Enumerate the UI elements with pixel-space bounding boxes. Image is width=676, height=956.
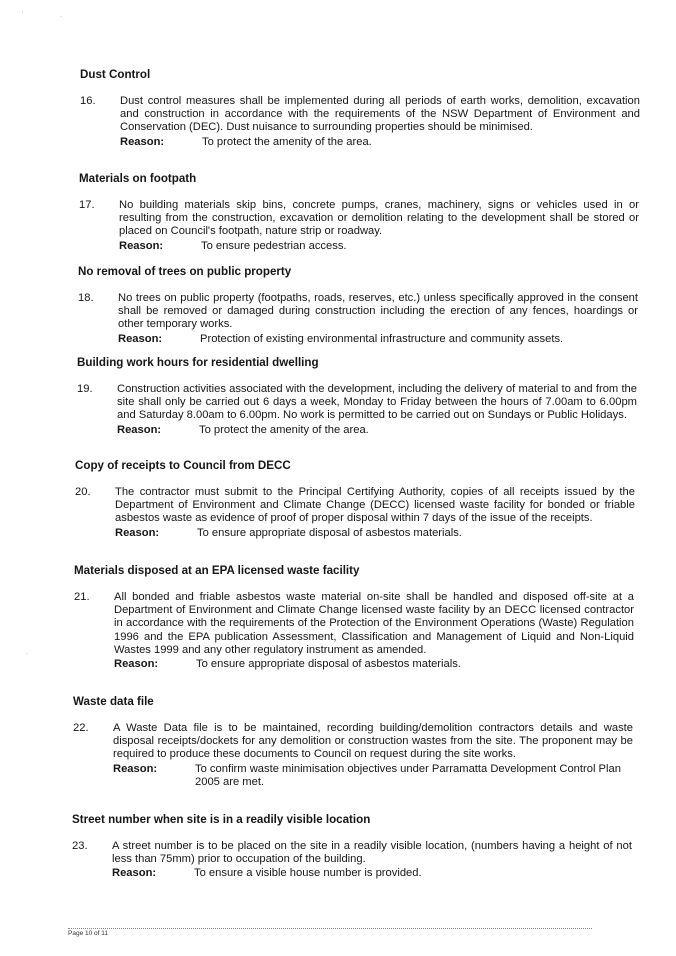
reason-text: To ensure appropriate disposal of asbestos materials.	[197, 526, 462, 539]
reason-text: To protect the amenity of the area.	[199, 423, 369, 436]
condition-number: 20.	[75, 486, 91, 498]
section-heading: No removal of trees on public property	[78, 265, 292, 278]
condition-section	[73, 695, 633, 789]
reason-label: Reason:	[115, 526, 160, 539]
condition-section	[80, 68, 640, 149]
section-heading: Materials on footpath	[79, 172, 197, 185]
condition-text: The contractor must submit to the Principal Certifying Authority, copies of all receipts issued by the Department of Environment and Climate Change (DECC) licensed waste facility for bonded or friable asbestos waste as evidence of proof of proper disposal within 7 days of the issue of the receipts.	[115, 486, 635, 525]
condition-number: 17.	[79, 199, 95, 211]
condition-number: 18.	[78, 292, 94, 304]
reason-label: Reason:	[120, 135, 165, 148]
reason-row	[113, 763, 633, 789]
condition-item	[72, 840, 632, 881]
reason-row	[118, 333, 638, 346]
scan-mark: .	[60, 13, 62, 19]
footer-divider	[68, 928, 592, 929]
condition-item	[77, 383, 637, 437]
section-heading: Street number when site is in a readily visible location	[72, 813, 371, 826]
reason-label: Reason:	[117, 423, 162, 436]
reason-text: To protect the amenity of the area.	[202, 135, 372, 148]
condition-item	[73, 722, 633, 789]
section-heading: Waste data file	[73, 695, 154, 708]
reason-row	[112, 867, 632, 880]
reason-text: Protection of existing environmental infrastructure and community assets.	[200, 332, 564, 345]
section-heading: Dust Control	[80, 68, 151, 81]
condition-text: Construction activities associated with the development, including the delivery of material to and from the site shall only be carried out 6 days a week, Monday to Friday between the hours of 7.00am to 6.00pm and Saturday 8.00am to 6.00pm. No work is permitted to be carried out on Sundays or Public Holidays.	[117, 383, 637, 422]
reason-text: To confirm waste minimisation objectives under Parramatta Development Control Plan 2005 are met.	[195, 762, 621, 788]
reason-label: Reason:	[114, 658, 159, 671]
scan-mark: .	[26, 650, 28, 656]
reason-row	[115, 527, 635, 540]
section-heading: Copy of receipts to Council from DECC	[75, 459, 291, 472]
reason-text: To ensure pedestrian access.	[201, 239, 347, 252]
condition-item	[79, 199, 639, 253]
condition-number: 21.	[74, 591, 90, 603]
condition-text: A street number is to be placed on the site in a readily visible location, (numbers having a height of not less than 75mm) prior to occupation of the building.	[112, 840, 632, 866]
condition-number: 23.	[72, 840, 88, 852]
reason-label: Reason:	[119, 239, 164, 252]
condition-number: 19.	[77, 383, 93, 395]
page-number: Page 10 of 11	[68, 930, 108, 937]
condition-section	[75, 459, 635, 540]
condition-number: 22.	[73, 722, 89, 734]
condition-item	[74, 591, 634, 671]
reason-text: To ensure a visible house number is provided.	[194, 867, 422, 880]
reason-label: Reason:	[112, 867, 157, 880]
scan-mark: '	[22, 12, 24, 18]
reason-row	[119, 240, 639, 253]
condition-number: 16.	[80, 95, 96, 107]
condition-section	[74, 564, 634, 671]
condition-item	[80, 95, 640, 149]
section-heading: Materials disposed at an EPA licensed waste facility	[74, 564, 360, 577]
condition-text: No trees on public property (footpaths, roads, reserves, etc.) unless specifically approved in the consent shall be removed or damaged during construction including the erection of any fences, hoardings or other temporary works.	[118, 292, 638, 331]
reason-text: To ensure appropriate disposal of asbestos materials.	[196, 658, 461, 671]
reason-row	[117, 424, 637, 437]
condition-item	[78, 292, 638, 346]
reason-row	[120, 136, 640, 149]
condition-section	[77, 356, 637, 437]
condition-section	[79, 172, 639, 253]
condition-section	[78, 265, 638, 346]
condition-text: Dust control measures shall be implemented during all periods of earth works, demolition, excavation and construction in accordance with the requirements of the NSW Department of Environment and Conservation (DEC). Dust nuisance to surrounding properties should be minimised.	[120, 95, 640, 134]
reason-row	[114, 658, 634, 671]
section-heading: Building work hours for residential dwelling	[77, 356, 319, 369]
condition-text: No building materials skip bins, concrete pumps, cranes, machinery, signs or vehicles used in or resulting from the construction, excavation or demolition relating to the development shall be stored or placed on Council's footpath, nature strip or roadway.	[119, 199, 639, 238]
condition-text: A Waste Data file is to be maintained, recording building/demolition contractors details and waste disposal receipts/dockets for any demolition or construction wastes from the site. The proponent may be required to produce these documents to Council on request during the site works.	[113, 722, 633, 761]
condition-item	[75, 486, 635, 540]
reason-label: Reason:	[113, 762, 158, 775]
reason-label: Reason:	[118, 332, 163, 345]
condition-section	[72, 813, 632, 881]
condition-text: All bonded and friable asbestos waste material on-site shall be handled and disposed off-site at a Department of Environment and Climate Change licensed waste facility by an DECC licensed contractor in accordance with the requirements of the Protection of the Environment Operations (Waste) Regulation 1996 and the EPA publication Assessment, Classification and Management of Liquid and Non-Liquid Wastes 1999 and any other regulatory instrument as amended.	[114, 591, 634, 656]
